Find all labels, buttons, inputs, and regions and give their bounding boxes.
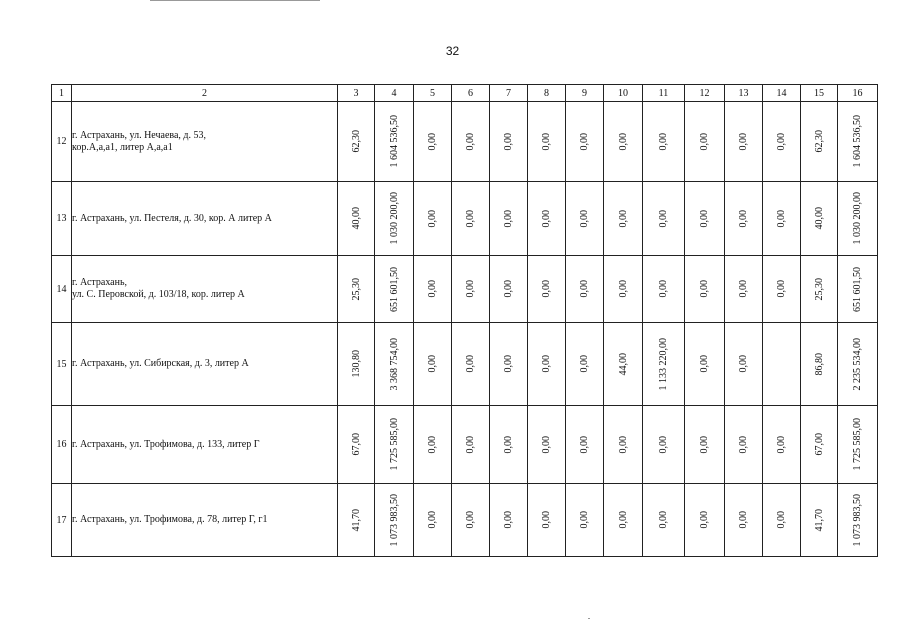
value-cell bbox=[338, 484, 375, 557]
table-row bbox=[52, 102, 878, 182]
value-text: 1 030 200,00 bbox=[852, 192, 863, 245]
value-cell bbox=[763, 484, 801, 557]
value-cell bbox=[338, 323, 375, 406]
address-line: ул. С. Перовской, д. 103/18, кор. литер А bbox=[72, 289, 245, 300]
value-text: 0,00 bbox=[541, 511, 552, 529]
header-cell: 13 bbox=[725, 85, 763, 102]
table-row bbox=[52, 323, 878, 406]
value-text: 41,70 bbox=[350, 508, 362, 532]
address-line: г. Астрахань, ул. Нечаева, д. 53, bbox=[72, 129, 207, 141]
value-cell bbox=[490, 102, 528, 182]
value-cell bbox=[338, 256, 375, 323]
value-cell bbox=[528, 484, 566, 557]
value-cell bbox=[838, 323, 878, 406]
header-cell: 5 bbox=[414, 85, 452, 102]
value-text: 0,00 bbox=[503, 435, 514, 454]
value-text: 0,00 bbox=[699, 132, 710, 151]
value-text: 0,00 bbox=[738, 132, 749, 151]
value-text: 0,00 bbox=[658, 435, 669, 454]
value-cell bbox=[375, 102, 414, 182]
value-cell bbox=[338, 406, 375, 484]
value-text: 1 073 983,50 bbox=[852, 493, 863, 547]
value-text: 0,00 bbox=[427, 132, 438, 151]
value-text: 0,00 bbox=[776, 132, 787, 151]
address-cell bbox=[72, 484, 338, 557]
value-text: 0,00 bbox=[658, 209, 669, 228]
value-cell bbox=[685, 323, 725, 406]
value-text: 0,00 bbox=[738, 511, 749, 529]
value-text: 2 235 534,00 bbox=[852, 337, 863, 391]
value-text: 0,00 bbox=[579, 280, 590, 298]
value-text: 0,00 bbox=[776, 435, 787, 454]
value-text: 0,00 bbox=[579, 511, 590, 529]
row-number: 12 bbox=[52, 102, 72, 182]
value-cell bbox=[338, 102, 375, 182]
value-text: 0,00 bbox=[776, 511, 787, 529]
row-number: 16 bbox=[52, 406, 72, 484]
table-row bbox=[52, 256, 878, 323]
row-number: 14 bbox=[52, 256, 72, 323]
value-cell bbox=[490, 256, 528, 323]
address-cell bbox=[72, 102, 338, 182]
value-text: 1 604 536,50 bbox=[388, 115, 400, 168]
value-text: 41,70 bbox=[813, 508, 825, 532]
table-row bbox=[52, 406, 878, 484]
value-cell bbox=[452, 323, 490, 406]
address-line: кор.А,а,а1, литер А,а,а1 bbox=[72, 141, 173, 153]
value-text: 0,00 bbox=[776, 209, 787, 228]
value-text: 0,00 bbox=[617, 132, 629, 151]
row-number: 15 bbox=[52, 323, 72, 406]
value-cell bbox=[566, 102, 604, 182]
value-text: 0,00 bbox=[465, 132, 476, 151]
header-cell: 7 bbox=[490, 85, 528, 102]
value-text: 0,00 bbox=[776, 280, 787, 298]
value-text: 0,00 bbox=[503, 511, 514, 529]
value-cell bbox=[838, 406, 878, 484]
value-text: 651 601,50 bbox=[852, 266, 863, 312]
value-text: 0,00 bbox=[465, 280, 476, 298]
value-cell bbox=[452, 182, 490, 256]
value-cell bbox=[490, 484, 528, 557]
address-cell bbox=[72, 406, 338, 484]
value-text: 0,00 bbox=[503, 209, 514, 228]
value-cell bbox=[528, 406, 566, 484]
value-text: 0,00 bbox=[579, 355, 590, 373]
value-cell bbox=[801, 323, 838, 406]
value-cell bbox=[685, 484, 725, 557]
value-text: 67,00 bbox=[350, 433, 362, 456]
header-cell: 3 bbox=[338, 85, 375, 102]
address-line: г. Астрахань, ул. Пестеля, д. 30, кор. А литер А bbox=[72, 212, 272, 224]
value-cell bbox=[685, 256, 725, 323]
value-text: 0,00 bbox=[579, 132, 590, 151]
value-text: 0,00 bbox=[699, 280, 710, 298]
table-row bbox=[52, 484, 878, 557]
value-cell bbox=[838, 102, 878, 182]
header-cell: 16 bbox=[838, 85, 878, 102]
value-cell bbox=[685, 406, 725, 484]
value-cell bbox=[763, 256, 801, 323]
table-row bbox=[52, 182, 878, 256]
header-cell: 4 bbox=[375, 85, 414, 102]
value-cell bbox=[566, 406, 604, 484]
value-cell bbox=[604, 102, 643, 182]
value-text: 0,00 bbox=[427, 280, 438, 298]
value-text: 1 133 220,00 bbox=[658, 337, 669, 391]
value-cell bbox=[375, 256, 414, 323]
table-body bbox=[52, 102, 878, 557]
value-text: 0,00 bbox=[427, 511, 438, 529]
value-cell bbox=[528, 102, 566, 182]
value-text: 0,00 bbox=[658, 280, 669, 298]
value-cell bbox=[643, 323, 685, 406]
value-cell bbox=[643, 182, 685, 256]
value-cell bbox=[528, 256, 566, 323]
value-text: 0,00 bbox=[427, 209, 438, 228]
value-cell bbox=[725, 182, 763, 256]
value-cell bbox=[725, 484, 763, 557]
value-cell bbox=[725, 102, 763, 182]
empty-cell bbox=[763, 323, 801, 406]
header-cell: 12 bbox=[685, 85, 725, 102]
value-cell bbox=[838, 256, 878, 323]
value-cell bbox=[414, 323, 452, 406]
value-text: 0,00 bbox=[617, 280, 629, 298]
value-cell bbox=[604, 323, 643, 406]
value-text: 1 073 983,50 bbox=[388, 493, 400, 547]
row-number: 17 bbox=[52, 484, 72, 557]
value-cell bbox=[604, 182, 643, 256]
address-line: г. Астрахань, ул. Сибирская, д. 3, литер А bbox=[72, 358, 249, 369]
value-cell bbox=[452, 256, 490, 323]
value-cell bbox=[643, 406, 685, 484]
value-cell bbox=[452, 102, 490, 182]
value-text: 0,00 bbox=[699, 435, 710, 454]
value-text: 3 368 754,00 bbox=[388, 337, 400, 391]
value-cell bbox=[375, 182, 414, 256]
value-cell bbox=[452, 484, 490, 557]
value-text: 40,00 bbox=[813, 207, 825, 230]
value-text: 0,00 bbox=[617, 209, 629, 228]
value-text: 0,00 bbox=[699, 511, 710, 529]
header-cell: 10 bbox=[604, 85, 643, 102]
value-cell bbox=[763, 102, 801, 182]
value-text: 40,00 bbox=[350, 207, 362, 230]
scan-mark bbox=[588, 618, 590, 619]
address-line: г. Астрахань, bbox=[72, 277, 128, 288]
value-text: 0,00 bbox=[503, 132, 514, 151]
value-text: 62,30 bbox=[813, 130, 825, 153]
value-cell bbox=[801, 182, 838, 256]
value-cell bbox=[725, 256, 763, 323]
value-text: 0,00 bbox=[738, 209, 749, 228]
value-text: 0,00 bbox=[541, 355, 552, 373]
value-cell bbox=[414, 484, 452, 557]
value-text: 651 601,50 bbox=[388, 266, 400, 312]
address-cell bbox=[72, 182, 338, 256]
value-cell bbox=[414, 406, 452, 484]
value-text: 1 604 536,50 bbox=[852, 115, 863, 168]
value-cell bbox=[725, 323, 763, 406]
row-number: 13 bbox=[52, 182, 72, 256]
value-cell bbox=[375, 484, 414, 557]
value-text: 1 030 200,00 bbox=[388, 192, 400, 245]
value-text: 0,00 bbox=[465, 435, 476, 454]
value-text: 0,00 bbox=[427, 435, 438, 454]
value-cell bbox=[604, 484, 643, 557]
address-cell bbox=[72, 323, 338, 406]
value-cell bbox=[643, 102, 685, 182]
value-cell bbox=[643, 484, 685, 557]
value-text: 0,00 bbox=[503, 355, 514, 373]
value-text: 0,00 bbox=[541, 435, 552, 454]
value-text: 0,00 bbox=[738, 435, 749, 454]
value-cell bbox=[604, 256, 643, 323]
value-text: 62,30 bbox=[350, 130, 362, 153]
value-cell bbox=[490, 406, 528, 484]
value-cell bbox=[801, 256, 838, 323]
header-cell: 6 bbox=[452, 85, 490, 102]
value-text: 25,30 bbox=[813, 277, 825, 301]
value-text: 1 725 585,00 bbox=[852, 418, 863, 471]
value-text: 0,00 bbox=[465, 355, 476, 373]
value-cell bbox=[685, 182, 725, 256]
value-cell bbox=[763, 182, 801, 256]
address-line: г. Астрахань, ул. Трофимова, д. 78, литер Г, г1 bbox=[72, 514, 268, 525]
value-cell bbox=[375, 406, 414, 484]
value-text: 130,80 bbox=[350, 350, 362, 378]
value-text: 1 725 585,00 bbox=[388, 418, 400, 471]
value-cell bbox=[528, 323, 566, 406]
value-cell bbox=[490, 182, 528, 256]
value-text: 0,00 bbox=[465, 511, 476, 529]
value-text: 0,00 bbox=[579, 209, 590, 228]
value-cell bbox=[801, 484, 838, 557]
header-cell: 14 bbox=[763, 85, 801, 102]
header-row bbox=[52, 85, 878, 102]
value-text: 0,00 bbox=[617, 435, 629, 454]
address-line: г. Астрахань, ул. Трофимова, д. 133, литер Г bbox=[72, 438, 260, 450]
value-cell bbox=[838, 182, 878, 256]
value-cell bbox=[414, 102, 452, 182]
value-cell bbox=[838, 484, 878, 557]
value-text: 0,00 bbox=[738, 355, 749, 373]
value-text: 0,00 bbox=[541, 209, 552, 228]
value-text: 25,30 bbox=[350, 277, 362, 301]
value-text: 0,00 bbox=[738, 280, 749, 298]
header-cell: 1 bbox=[52, 85, 72, 102]
header-cell: 9 bbox=[566, 85, 604, 102]
value-cell bbox=[490, 323, 528, 406]
header-cell: 15 bbox=[801, 85, 838, 102]
value-cell bbox=[725, 406, 763, 484]
value-text: 44,00 bbox=[617, 352, 629, 376]
value-cell bbox=[414, 256, 452, 323]
value-text: 0,00 bbox=[465, 209, 476, 228]
value-cell bbox=[566, 256, 604, 323]
value-cell bbox=[566, 182, 604, 256]
value-text: 0,00 bbox=[699, 355, 710, 373]
value-cell bbox=[763, 406, 801, 484]
value-text: 0,00 bbox=[658, 511, 669, 529]
scan-top-mark bbox=[150, 0, 320, 2]
value-cell bbox=[685, 102, 725, 182]
header-cell: 11 bbox=[643, 85, 685, 102]
value-text: 67,00 bbox=[813, 433, 825, 456]
value-text: 0,00 bbox=[541, 280, 552, 298]
value-cell bbox=[338, 182, 375, 256]
value-text: 0,00 bbox=[658, 132, 669, 151]
value-cell bbox=[801, 102, 838, 182]
value-cell bbox=[566, 323, 604, 406]
value-text: 0,00 bbox=[617, 511, 629, 529]
value-cell bbox=[375, 323, 414, 406]
value-cell bbox=[801, 406, 838, 484]
value-text: 0,00 bbox=[427, 355, 438, 373]
value-cell bbox=[643, 256, 685, 323]
value-text: 0,00 bbox=[699, 209, 710, 228]
page-number: 32 bbox=[445, 44, 460, 58]
value-text: 0,00 bbox=[541, 132, 552, 151]
data-table bbox=[51, 84, 878, 557]
value-cell bbox=[566, 484, 604, 557]
header-cell: 2 bbox=[72, 85, 338, 102]
address-cell bbox=[72, 256, 338, 323]
header-cell: 8 bbox=[528, 85, 566, 102]
value-text: 86,80 bbox=[813, 352, 825, 376]
value-cell bbox=[414, 182, 452, 256]
value-text: 0,00 bbox=[503, 280, 514, 298]
value-text: 0,00 bbox=[579, 435, 590, 454]
value-cell bbox=[528, 182, 566, 256]
value-cell bbox=[452, 406, 490, 484]
value-cell bbox=[604, 406, 643, 484]
